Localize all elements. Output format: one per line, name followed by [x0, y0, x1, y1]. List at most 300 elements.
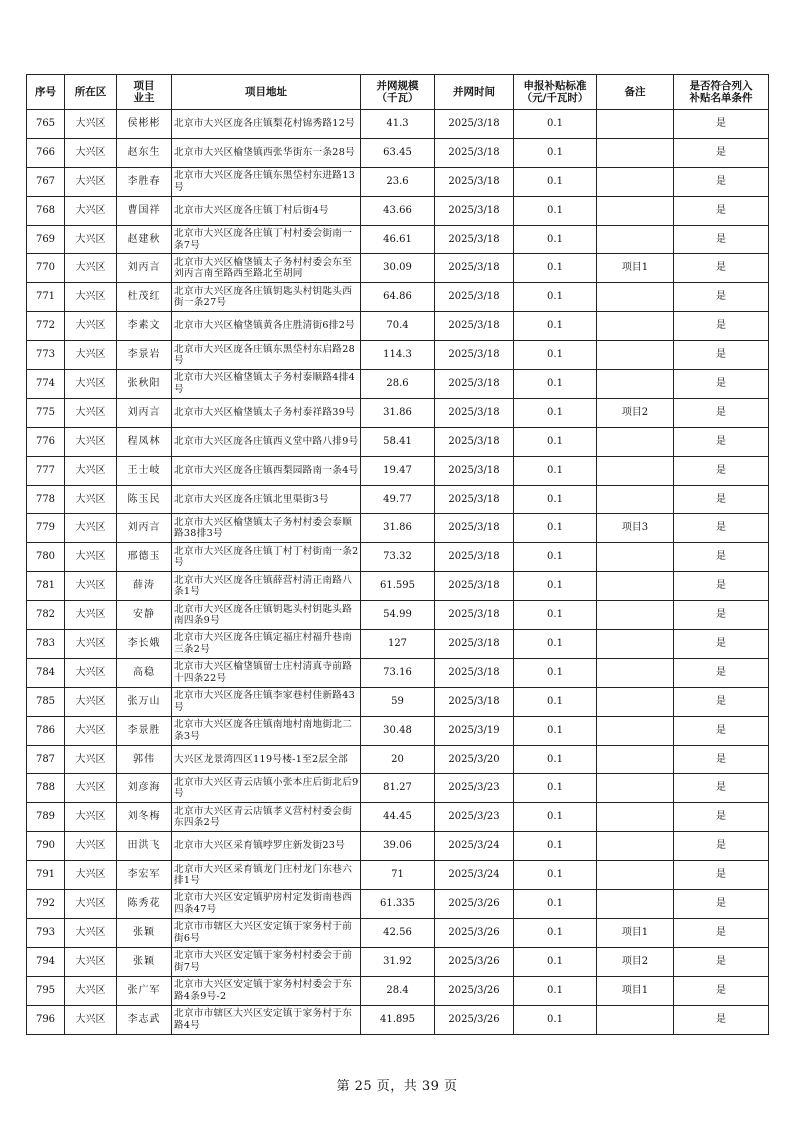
cell-district: 大兴区 — [65, 427, 117, 456]
cell-owner: 刘彦海 — [117, 774, 172, 803]
cell-grid-date: 2025/3/23 — [435, 774, 514, 803]
table-row — [27, 196, 769, 225]
table-row — [27, 803, 769, 832]
cell-address: 北京市大兴区庞各庄镇东黑垈村东进路13号 — [172, 167, 361, 196]
cell-district: 大兴区 — [65, 890, 117, 919]
cell-grid-date: 2025/3/18 — [435, 427, 514, 456]
cell-grid-date: 2025/3/20 — [435, 745, 514, 774]
cell-seq: 787 — [27, 745, 65, 774]
cell-eligible: 是 — [674, 687, 769, 716]
cell-eligible: 是 — [674, 196, 769, 225]
cell-standard: 0.1 — [514, 1005, 597, 1034]
table-row — [27, 167, 769, 196]
table-row — [27, 630, 769, 659]
cell-address: 北京市大兴区榆垡镇西张华街东一条28号 — [172, 138, 361, 167]
table-row — [27, 283, 769, 312]
cell-seq: 776 — [27, 427, 65, 456]
cell-standard: 0.1 — [514, 427, 597, 456]
cell-district: 大兴区 — [65, 658, 117, 687]
cell-owner: 李胜春 — [117, 167, 172, 196]
cell-address: 北京市大兴区采育镇哱罗庄新发街23号 — [172, 832, 361, 861]
cell-address: 北京市大兴区庞各庄镇薛营村清正南路八条1号 — [172, 572, 361, 601]
cell-owner: 赵建秋 — [117, 225, 172, 254]
table-row — [27, 947, 769, 976]
cell-district: 大兴区 — [65, 254, 117, 283]
cell-district: 大兴区 — [65, 138, 117, 167]
cell-grid-date: 2025/3/18 — [435, 341, 514, 370]
cell-owner: 张广军 — [117, 976, 172, 1005]
cell-standard: 0.1 — [514, 254, 597, 283]
cell-capacity: 58.41 — [361, 427, 435, 456]
cell-remark — [597, 630, 674, 659]
cell-seq: 779 — [27, 514, 65, 543]
cell-grid-date: 2025/3/18 — [435, 601, 514, 630]
cell-address: 大兴区龙景湾四区119号楼-1至2层全部 — [172, 745, 361, 774]
cell-address: 北京市大兴区庞各庄镇丁村后街4号 — [172, 196, 361, 225]
cell-district: 大兴区 — [65, 774, 117, 803]
cell-district: 大兴区 — [65, 1005, 117, 1034]
cell-standard: 0.1 — [514, 687, 597, 716]
cell-eligible: 是 — [674, 543, 769, 572]
cell-district: 大兴区 — [65, 716, 117, 745]
cell-remark — [597, 832, 674, 861]
cell-grid-date: 2025/3/18 — [435, 138, 514, 167]
cell-capacity: 31.86 — [361, 514, 435, 543]
cell-capacity: 31.92 — [361, 947, 435, 976]
cell-district: 大兴区 — [65, 514, 117, 543]
cell-eligible: 是 — [674, 745, 769, 774]
cell-grid-date: 2025/3/19 — [435, 716, 514, 745]
cell-capacity: 28.6 — [361, 370, 435, 399]
cell-owner: 张颖 — [117, 918, 172, 947]
cell-address: 北京市大兴区庞各庄镇西梨园路南一条4号 — [172, 456, 361, 485]
cell-remark: 项目2 — [597, 398, 674, 427]
cell-standard: 0.1 — [514, 918, 597, 947]
cell-capacity: 43.66 — [361, 196, 435, 225]
cell-district: 大兴区 — [65, 918, 117, 947]
cell-capacity: 70.4 — [361, 312, 435, 341]
table-row — [27, 110, 769, 139]
cell-standard: 0.1 — [514, 774, 597, 803]
cell-standard: 0.1 — [514, 110, 597, 139]
cell-owner: 李素文 — [117, 312, 172, 341]
cell-grid-date: 2025/3/18 — [435, 687, 514, 716]
cell-capacity: 114.3 — [361, 341, 435, 370]
cell-grid-date: 2025/3/18 — [435, 370, 514, 399]
cell-capacity: 44.45 — [361, 803, 435, 832]
cell-remark — [597, 427, 674, 456]
cell-capacity: 19.47 — [361, 456, 435, 485]
cell-address: 北京市大兴区榆垡镇太子务村泰顺路4排4号 — [172, 370, 361, 399]
cell-capacity: 39.06 — [361, 832, 435, 861]
cell-district: 大兴区 — [65, 745, 117, 774]
cell-eligible: 是 — [674, 456, 769, 485]
cell-grid-date: 2025/3/24 — [435, 832, 514, 861]
cell-standard: 0.1 — [514, 890, 597, 919]
cell-seq: 772 — [27, 312, 65, 341]
cell-capacity: 54.99 — [361, 601, 435, 630]
cell-capacity: 28.4 — [361, 976, 435, 1005]
cell-capacity: 61.595 — [361, 572, 435, 601]
table-row — [27, 370, 769, 399]
header-seq: 序号 — [27, 75, 65, 110]
cell-district: 大兴区 — [65, 687, 117, 716]
cell-grid-date: 2025/3/18 — [435, 572, 514, 601]
cell-grid-date: 2025/3/18 — [435, 283, 514, 312]
cell-district: 大兴区 — [65, 370, 117, 399]
cell-standard: 0.1 — [514, 630, 597, 659]
cell-owner: 郭伟 — [117, 745, 172, 774]
cell-capacity: 41.3 — [361, 110, 435, 139]
cell-eligible: 是 — [674, 1005, 769, 1034]
cell-standard: 0.1 — [514, 312, 597, 341]
cell-standard: 0.1 — [514, 167, 597, 196]
cell-owner: 安静 — [117, 601, 172, 630]
cell-address: 北京市大兴区榆垡镇太子务村村委会东至刘丙言南至路西至路北至胡同 — [172, 254, 361, 283]
cell-remark — [597, 861, 674, 890]
cell-address: 北京市大兴区庞各庄镇西义堂中路八排9号 — [172, 427, 361, 456]
table-row — [27, 543, 769, 572]
cell-seq: 768 — [27, 196, 65, 225]
cell-owner: 曹国祥 — [117, 196, 172, 225]
cell-district: 大兴区 — [65, 312, 117, 341]
cell-capacity: 30.48 — [361, 716, 435, 745]
cell-remark — [597, 138, 674, 167]
cell-remark — [597, 167, 674, 196]
cell-seq: 791 — [27, 861, 65, 890]
cell-seq: 782 — [27, 601, 65, 630]
cell-grid-date: 2025/3/18 — [435, 630, 514, 659]
header-owner: 项目 业主 — [117, 75, 172, 110]
cell-grid-date: 2025/3/23 — [435, 803, 514, 832]
cell-eligible: 是 — [674, 716, 769, 745]
cell-capacity: 71 — [361, 861, 435, 890]
cell-owner: 刘丙言 — [117, 514, 172, 543]
cell-remark — [597, 456, 674, 485]
cell-grid-date: 2025/3/18 — [435, 254, 514, 283]
cell-grid-date: 2025/3/18 — [435, 225, 514, 254]
cell-standard: 0.1 — [514, 456, 597, 485]
cell-owner: 陈秀花 — [117, 890, 172, 919]
cell-seq: 775 — [27, 398, 65, 427]
table-row — [27, 1005, 769, 1034]
cell-remark — [597, 341, 674, 370]
cell-capacity: 61.335 — [361, 890, 435, 919]
cell-address: 北京市大兴区庞各庄镇丁村丁村街南一条2号 — [172, 543, 361, 572]
cell-remark: 项目1 — [597, 918, 674, 947]
cell-seq: 767 — [27, 167, 65, 196]
cell-district: 大兴区 — [65, 196, 117, 225]
cell-eligible: 是 — [674, 832, 769, 861]
cell-eligible: 是 — [674, 572, 769, 601]
cell-grid-date: 2025/3/26 — [435, 890, 514, 919]
cell-seq: 792 — [27, 890, 65, 919]
cell-capacity: 81.27 — [361, 774, 435, 803]
cell-district: 大兴区 — [65, 485, 117, 514]
header-eligible: 是否符合列入 补贴名单条件 — [674, 75, 769, 110]
cell-district: 大兴区 — [65, 167, 117, 196]
cell-address: 北京市大兴区庞各庄镇东黑垈村东启路28号 — [172, 341, 361, 370]
cell-address: 北京市市辖区大兴区安定镇于家务村于前街6号 — [172, 918, 361, 947]
cell-eligible: 是 — [674, 110, 769, 139]
cell-district: 大兴区 — [65, 543, 117, 572]
cell-owner: 程凤林 — [117, 427, 172, 456]
cell-standard: 0.1 — [514, 976, 597, 1005]
header-district: 所在区 — [65, 75, 117, 110]
cell-address: 北京市市辖区大兴区安定镇于家务村于东路4号 — [172, 1005, 361, 1034]
cell-seq: 773 — [27, 341, 65, 370]
table-row — [27, 312, 769, 341]
cell-seq: 781 — [27, 572, 65, 601]
table-row — [27, 485, 769, 514]
cell-remark — [597, 716, 674, 745]
cell-standard: 0.1 — [514, 138, 597, 167]
cell-remark — [597, 196, 674, 225]
cell-owner: 薛涛 — [117, 572, 172, 601]
cell-eligible: 是 — [674, 283, 769, 312]
cell-eligible: 是 — [674, 370, 769, 399]
cell-address: 北京市大兴区庞各庄镇北里渠街3号 — [172, 485, 361, 514]
cell-seq: 777 — [27, 456, 65, 485]
cell-remark — [597, 803, 674, 832]
table-row — [27, 138, 769, 167]
cell-eligible: 是 — [674, 861, 769, 890]
cell-eligible: 是 — [674, 947, 769, 976]
cell-owner: 张颖 — [117, 947, 172, 976]
cell-seq: 770 — [27, 254, 65, 283]
table-row — [27, 572, 769, 601]
table-row — [27, 254, 769, 283]
cell-district: 大兴区 — [65, 110, 117, 139]
table-row — [27, 976, 769, 1005]
cell-seq: 766 — [27, 138, 65, 167]
cell-standard: 0.1 — [514, 803, 597, 832]
cell-seq: 785 — [27, 687, 65, 716]
cell-seq: 784 — [27, 658, 65, 687]
cell-address: 北京市大兴区榆垡镇太子务村村委会泰顺路38排3号 — [172, 514, 361, 543]
table-row — [27, 745, 769, 774]
cell-remark — [597, 485, 674, 514]
cell-owner: 李宏军 — [117, 861, 172, 890]
cell-grid-date: 2025/3/18 — [435, 514, 514, 543]
cell-seq: 794 — [27, 947, 65, 976]
cell-owner: 杜茂红 — [117, 283, 172, 312]
cell-capacity: 41.895 — [361, 1005, 435, 1034]
cell-address: 北京市大兴区安定镇于家务村村委会于前街7号 — [172, 947, 361, 976]
header-remark: 备注 — [597, 75, 674, 110]
cell-standard: 0.1 — [514, 543, 597, 572]
cell-address: 北京市大兴区采育镇龙门庄村龙门东巷六排1号 — [172, 861, 361, 890]
cell-seq: 790 — [27, 832, 65, 861]
cell-address: 北京市大兴区榆垡镇留士庄村清真寺前路十四条22号 — [172, 658, 361, 687]
cell-grid-date: 2025/3/18 — [435, 196, 514, 225]
cell-remark — [597, 687, 674, 716]
cell-capacity: 23.6 — [361, 167, 435, 196]
cell-address: 北京市大兴区青云店镇小张本庄后街北后9号 — [172, 774, 361, 803]
header-capacity: 并网规模 （千瓦） — [361, 75, 435, 110]
cell-owner: 李志武 — [117, 1005, 172, 1034]
cell-capacity: 127 — [361, 630, 435, 659]
cell-seq: 769 — [27, 225, 65, 254]
cell-eligible: 是 — [674, 803, 769, 832]
cell-grid-date: 2025/3/26 — [435, 947, 514, 976]
cell-eligible: 是 — [674, 225, 769, 254]
cell-remark — [597, 601, 674, 630]
cell-grid-date: 2025/3/18 — [435, 167, 514, 196]
cell-standard: 0.1 — [514, 225, 597, 254]
header-grid-date: 并网时间 — [435, 75, 514, 110]
cell-grid-date: 2025/3/24 — [435, 861, 514, 890]
cell-district: 大兴区 — [65, 283, 117, 312]
cell-remark — [597, 110, 674, 139]
cell-capacity: 20 — [361, 745, 435, 774]
table-row — [27, 658, 769, 687]
cell-district: 大兴区 — [65, 456, 117, 485]
table-row — [27, 398, 769, 427]
cell-owner: 刘丙言 — [117, 398, 172, 427]
cell-owner: 邢德玉 — [117, 543, 172, 572]
cell-eligible: 是 — [674, 341, 769, 370]
cell-eligible: 是 — [674, 254, 769, 283]
cell-seq: 789 — [27, 803, 65, 832]
cell-standard: 0.1 — [514, 514, 597, 543]
cell-district: 大兴区 — [65, 630, 117, 659]
cell-standard: 0.1 — [514, 745, 597, 774]
cell-standard: 0.1 — [514, 370, 597, 399]
cell-seq: 788 — [27, 774, 65, 803]
cell-grid-date: 2025/3/18 — [435, 110, 514, 139]
table-row — [27, 225, 769, 254]
cell-standard: 0.1 — [514, 283, 597, 312]
cell-address: 北京市大兴区庞各庄镇南地村南地街北二条3号 — [172, 716, 361, 745]
cell-seq: 771 — [27, 283, 65, 312]
cell-seq: 783 — [27, 630, 65, 659]
cell-eligible: 是 — [674, 312, 769, 341]
cell-owner: 刘冬梅 — [117, 803, 172, 832]
table-row — [27, 918, 769, 947]
cell-grid-date: 2025/3/26 — [435, 918, 514, 947]
cell-address: 北京市大兴区庞各庄镇李家巷村佳新路43号 — [172, 687, 361, 716]
cell-remark — [597, 572, 674, 601]
cell-address: 北京市大兴区庞各庄镇定福庄村福升巷南三条2号 — [172, 630, 361, 659]
cell-seq: 778 — [27, 485, 65, 514]
cell-eligible: 是 — [674, 890, 769, 919]
cell-standard: 0.1 — [514, 832, 597, 861]
cell-remark — [597, 543, 674, 572]
cell-district: 大兴区 — [65, 572, 117, 601]
cell-remark — [597, 890, 674, 919]
table-row — [27, 601, 769, 630]
cell-remark — [597, 283, 674, 312]
cell-standard: 0.1 — [514, 861, 597, 890]
cell-standard: 0.1 — [514, 601, 597, 630]
cell-capacity: 59 — [361, 687, 435, 716]
cell-capacity: 42.56 — [361, 918, 435, 947]
cell-address: 北京市大兴区庞各庄镇丁村村委会街南一条7号 — [172, 225, 361, 254]
cell-remark — [597, 745, 674, 774]
cell-capacity: 73.16 — [361, 658, 435, 687]
cell-owner: 李景胜 — [117, 716, 172, 745]
cell-standard: 0.1 — [514, 716, 597, 745]
cell-owner: 张秋阳 — [117, 370, 172, 399]
cell-remark: 项目2 — [597, 947, 674, 976]
cell-address: 北京市大兴区庞各庄镇梨花村锦秀路12号 — [172, 110, 361, 139]
cell-eligible: 是 — [674, 774, 769, 803]
cell-owner: 王士岐 — [117, 456, 172, 485]
cell-address: 北京市大兴区安定镇驴房村定发街南巷西四条47号 — [172, 890, 361, 919]
cell-capacity: 49.77 — [361, 485, 435, 514]
table-row — [27, 716, 769, 745]
cell-remark — [597, 774, 674, 803]
cell-remark: 项目3 — [597, 514, 674, 543]
cell-seq: 795 — [27, 976, 65, 1005]
cell-remark — [597, 225, 674, 254]
cell-owner: 高稳 — [117, 658, 172, 687]
cell-capacity: 31.86 — [361, 398, 435, 427]
cell-remark: 项目1 — [597, 976, 674, 1005]
cell-standard: 0.1 — [514, 947, 597, 976]
cell-district: 大兴区 — [65, 341, 117, 370]
cell-seq: 765 — [27, 110, 65, 139]
cell-remark — [597, 370, 674, 399]
subsidy-table — [26, 74, 769, 1035]
cell-district: 大兴区 — [65, 803, 117, 832]
page-footer: 第 25 页，共 39 页 — [336, 1079, 458, 1094]
table-row — [27, 687, 769, 716]
cell-owner: 张万山 — [117, 687, 172, 716]
cell-grid-date: 2025/3/18 — [435, 543, 514, 572]
cell-district: 大兴区 — [65, 225, 117, 254]
cell-standard: 0.1 — [514, 572, 597, 601]
cell-grid-date: 2025/3/18 — [435, 658, 514, 687]
table-row — [27, 341, 769, 370]
cell-remark: 项目1 — [597, 254, 674, 283]
cell-address: 北京市大兴区榆垡镇太子务村泰祥路39号 — [172, 398, 361, 427]
header-address: 项目地址 — [172, 75, 361, 110]
cell-owner: 陈玉民 — [117, 485, 172, 514]
cell-standard: 0.1 — [514, 658, 597, 687]
cell-seq: 793 — [27, 918, 65, 947]
cell-capacity: 64.86 — [361, 283, 435, 312]
cell-eligible: 是 — [674, 658, 769, 687]
table-row — [27, 427, 769, 456]
cell-district: 大兴区 — [65, 947, 117, 976]
cell-owner: 李长娥 — [117, 630, 172, 659]
cell-grid-date: 2025/3/26 — [435, 1005, 514, 1034]
table-row — [27, 514, 769, 543]
cell-seq: 786 — [27, 716, 65, 745]
cell-standard: 0.1 — [514, 341, 597, 370]
cell-address: 北京市大兴区青云店镇孝义营村村委会街东四条2号 — [172, 803, 361, 832]
table-header-row — [27, 75, 769, 110]
cell-address: 北京市大兴区庞各庄镇钥匙头村钥匙头路南四条9号 — [172, 601, 361, 630]
table-row — [27, 890, 769, 919]
cell-seq: 780 — [27, 543, 65, 572]
table-row — [27, 861, 769, 890]
table-row — [27, 832, 769, 861]
cell-eligible: 是 — [674, 630, 769, 659]
cell-address: 北京市大兴区安定镇于家务村村委会于东路4条9号-2 — [172, 976, 361, 1005]
cell-eligible: 是 — [674, 138, 769, 167]
cell-eligible: 是 — [674, 398, 769, 427]
table-row — [27, 456, 769, 485]
cell-eligible: 是 — [674, 514, 769, 543]
cell-seq: 774 — [27, 370, 65, 399]
cell-standard: 0.1 — [514, 196, 597, 225]
cell-owner: 刘丙言 — [117, 254, 172, 283]
cell-capacity: 30.09 — [361, 254, 435, 283]
cell-eligible: 是 — [674, 976, 769, 1005]
